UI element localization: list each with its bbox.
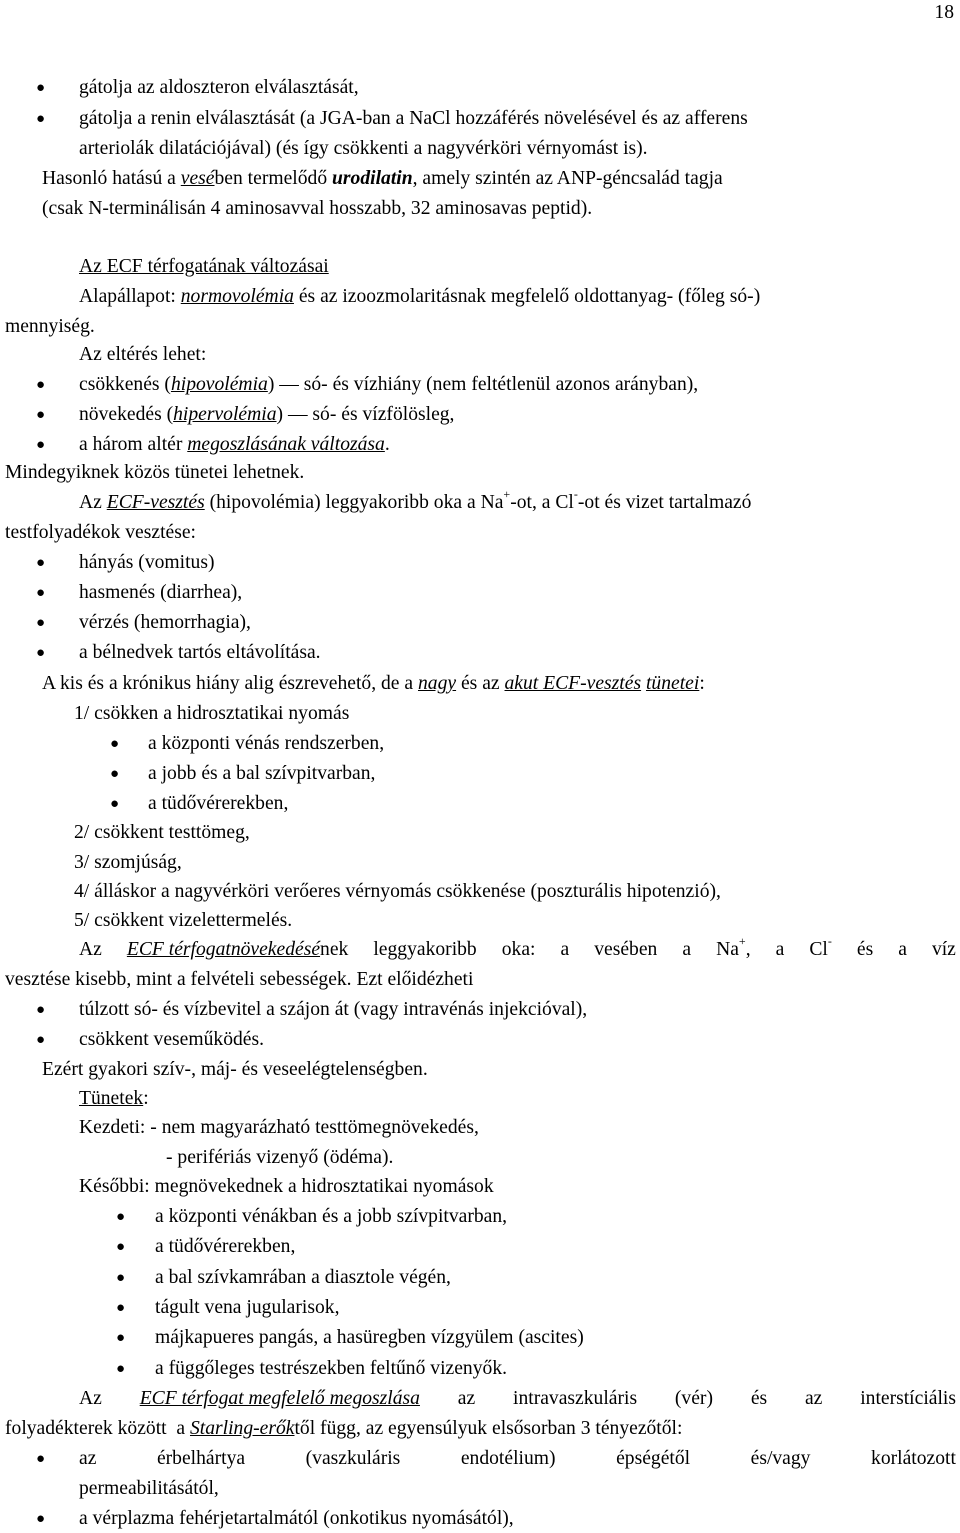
list-item: a tüdővérerekben,	[148, 793, 289, 814]
bullet-icon: ●	[116, 1239, 126, 1255]
paragraph-line: Alapállapot: normovolémia és az izoozmolaritásnak megfelelő oldottanyag- (főleg só-)	[79, 286, 761, 307]
list-item: csökkent veseműködés.	[79, 1029, 265, 1050]
list-item: hányás (vomitus)	[79, 552, 215, 573]
bullet-icon: ●	[36, 377, 46, 393]
paragraph-line: Kezdeti: - nem magyarázható testtömegnövekedés,	[79, 1117, 479, 1138]
paragraph-line: A kis és a krónikus hiány alig észrevehető, de a nagy és az akut ECF-vesztés tünetei:	[42, 673, 705, 694]
paragraph-line: Az eltérés lehet:	[79, 344, 207, 365]
list-item-continuation: permeabilitásától,	[79, 1478, 219, 1499]
list-item: a bal szívkamrában a diasztole végén,	[155, 1267, 451, 1288]
numbered-item: 3/ szomjúság,	[74, 852, 182, 873]
list-item: a jobb és a bal szívpitvarban,	[148, 763, 376, 784]
bullet-icon: ●	[36, 437, 46, 453]
list-item: hasmenés (diarrhea),	[79, 582, 243, 603]
bullet-icon: ●	[36, 615, 46, 631]
bullet-icon: ●	[116, 1300, 126, 1316]
list-item: a központi vénás rendszerben,	[148, 733, 385, 754]
paragraph-line: - perifériás vizenyő (ödéma).	[166, 1147, 394, 1168]
bullet-icon: ●	[36, 1511, 46, 1527]
section-heading: Az ECF térfogatának változásai	[79, 256, 329, 277]
justified-line: Az ECF térfogat megfelelő megoszlása az intravaszkuláris (vér) és az interstíciális	[79, 1388, 956, 1409]
paragraph-line: Mindegyiknek közös tünetei lehetnek.	[5, 462, 305, 483]
list-item: túlzott só- és vízbevitel a szájon át (vagy intravénás injekcióval),	[79, 999, 588, 1020]
bullet-icon: ●	[116, 1209, 126, 1225]
page-number: 18	[934, 2, 954, 23]
paragraph-line: Hasonló hatású a vesében termelődő urodilatin, amely szintén az ANP-géncsalád tagja	[42, 168, 723, 189]
paragraph-line: Ezért gyakori szív-, máj- és veseelégtelenségben.	[42, 1059, 428, 1080]
justified-list-item: az érbelhártya (vaszkuláris endotélium) épségétől és/vagy korlátozott	[79, 1448, 956, 1469]
bullet-icon: ●	[36, 585, 46, 601]
bullet-icon: ●	[116, 1330, 126, 1346]
bullet-icon: ●	[110, 736, 120, 752]
list-item: gátolja az aldoszteron elválasztását,	[79, 77, 359, 98]
list-item: a központi vénákban és a jobb szívpitvarban,	[155, 1206, 508, 1227]
list-item: a tüdővérerekben,	[155, 1236, 296, 1257]
list-item: növekedés (hipervolémia) — só- és vízfölösleg,	[79, 404, 455, 425]
bullet-icon: ●	[36, 1032, 46, 1048]
bullet-icon: ●	[116, 1361, 126, 1377]
bullet-icon: ●	[36, 645, 46, 661]
list-item: vérzés (hemorrhagia),	[79, 612, 251, 633]
subheading: Tünetek:	[79, 1088, 149, 1109]
list-item: a három altér megoszlásának változása.	[79, 434, 390, 455]
list-item-continuation: arteriolák dilatációjával) (és így csökkenti a nagyvérköri vérnyomást is).	[79, 138, 648, 159]
paragraph-line: (csak N-terminálisán 4 aminosavval hosszabb, 32 aminosavas peptid).	[42, 198, 593, 219]
numbered-item: 1/ csökken a hidrosztatikai nyomás	[74, 703, 350, 724]
numbered-item: 4/ álláskor a nagyvérköri verőeres vérnyomás csökkenése (poszturális hipotenzió),	[74, 881, 721, 902]
paragraph-line: testfolyadékok vesztése:	[5, 522, 196, 543]
list-item: a vérplazma fehérjetartalmától (onkotikus nyomásától),	[79, 1508, 514, 1529]
paragraph-line: folyadékterek között a Starling-erőktől függ, az egyensúlyuk elsősorban 3 tényezőtől:	[5, 1418, 683, 1439]
paragraph-line: Későbbi: megnövekednek a hidrosztatikai nyomások	[79, 1176, 494, 1197]
justified-line: Az ECF térfogatnövekedésének leggyakoribb oka: a vesében a Na+, a Cl- és a víz	[79, 934, 956, 960]
bullet-icon: ●	[36, 111, 46, 127]
bullet-icon: ●	[116, 1270, 126, 1286]
list-item: a bélnedvek tartós eltávolítása.	[79, 642, 321, 663]
bullet-icon: ●	[36, 80, 46, 96]
bullet-icon: ●	[110, 766, 120, 782]
list-item: tágult vena jugularisok,	[155, 1297, 340, 1318]
numbered-item: 2/ csökkent testtömeg,	[74, 822, 250, 843]
list-item: gátolja a renin elválasztását (a JGA-ban a NaCl hozzáférés növelésével és az afferens	[79, 108, 748, 129]
bullet-icon: ●	[36, 555, 46, 571]
bullet-icon: ●	[36, 407, 46, 423]
paragraph-line: vesztése kisebb, mint a felvételi sebességek. Ezt előidézheti	[5, 969, 474, 990]
list-item: a függőleges testrészekben feltűnő vizenyők.	[155, 1358, 508, 1379]
bullet-icon: ●	[110, 796, 120, 812]
bullet-icon: ●	[36, 1451, 46, 1467]
paragraph-line: Az ECF-vesztés (hipovolémia) leggyakoribb oka a Na+-ot, a Cl--ot és vizet tartalmazó	[79, 487, 752, 513]
list-item: májkapueres pangás, a hasüregben vízgyülem (ascites)	[155, 1327, 584, 1348]
paragraph-line: mennyiség.	[5, 316, 95, 337]
bullet-icon: ●	[36, 1002, 46, 1018]
list-item: csökkenés (hipovolémia) — só- és vízhiány (nem feltétlenül azonos arányban),	[79, 374, 699, 395]
numbered-item: 5/ csökkent vizelettermelés.	[74, 910, 293, 931]
